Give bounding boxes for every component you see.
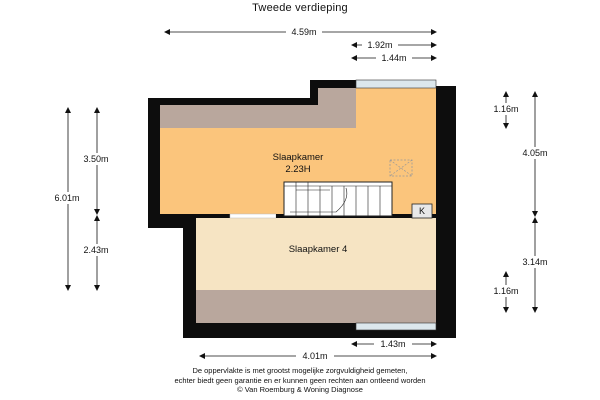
dim-label-right-top-small: 1.16m [493,104,519,114]
dim-label-right-bottom-small: 1.16m [493,286,519,296]
disclaimer-line-3: © Van Roemburg & Woning Diagnose [237,385,363,394]
boiler-label: K [418,206,426,216]
dim-label-top-small: 1.44m [381,53,407,63]
roof-slope-bottom [196,290,436,323]
dim-label-left-total: 6.01m [54,193,80,203]
disclaimer-line-2: echter biedt geen garantie en er kunnen geen rechten aan ontleend worden [174,375,426,385]
room-slaapkamer-height: 2.23H [285,164,311,175]
divider-wall-left [160,214,230,218]
door-opening [230,214,276,218]
room-slaapkamer-label: Slaapkamer [272,152,324,163]
dim-label-top-width: 4.59m [291,27,317,37]
dim-label-left-lower: 2.43m [83,245,109,255]
dim-label-right-upper: 4.05m [522,148,548,158]
dim-label-right-lower: 3.14m [522,257,548,267]
dim-label-top-mid: 1.92m [367,40,393,50]
disclaimer-line-1: De oppervlakte is met grootst mogelijke zorgvuldigheid gemeten, [192,366,408,375]
window-top [356,80,436,88]
disclaimer [0,366,600,395]
floor-title: Tweede verdieping [252,2,348,14]
dim-label-bottom-small: 1.43m [380,339,406,349]
dim-label-bottom-width: 4.01m [302,351,328,361]
room-slaapkamer-4-label: Slaapkamer 4 [288,244,348,255]
dim-label-left-upper: 3.50m [83,154,109,164]
window-bottom [356,323,436,330]
staircase [284,182,392,216]
